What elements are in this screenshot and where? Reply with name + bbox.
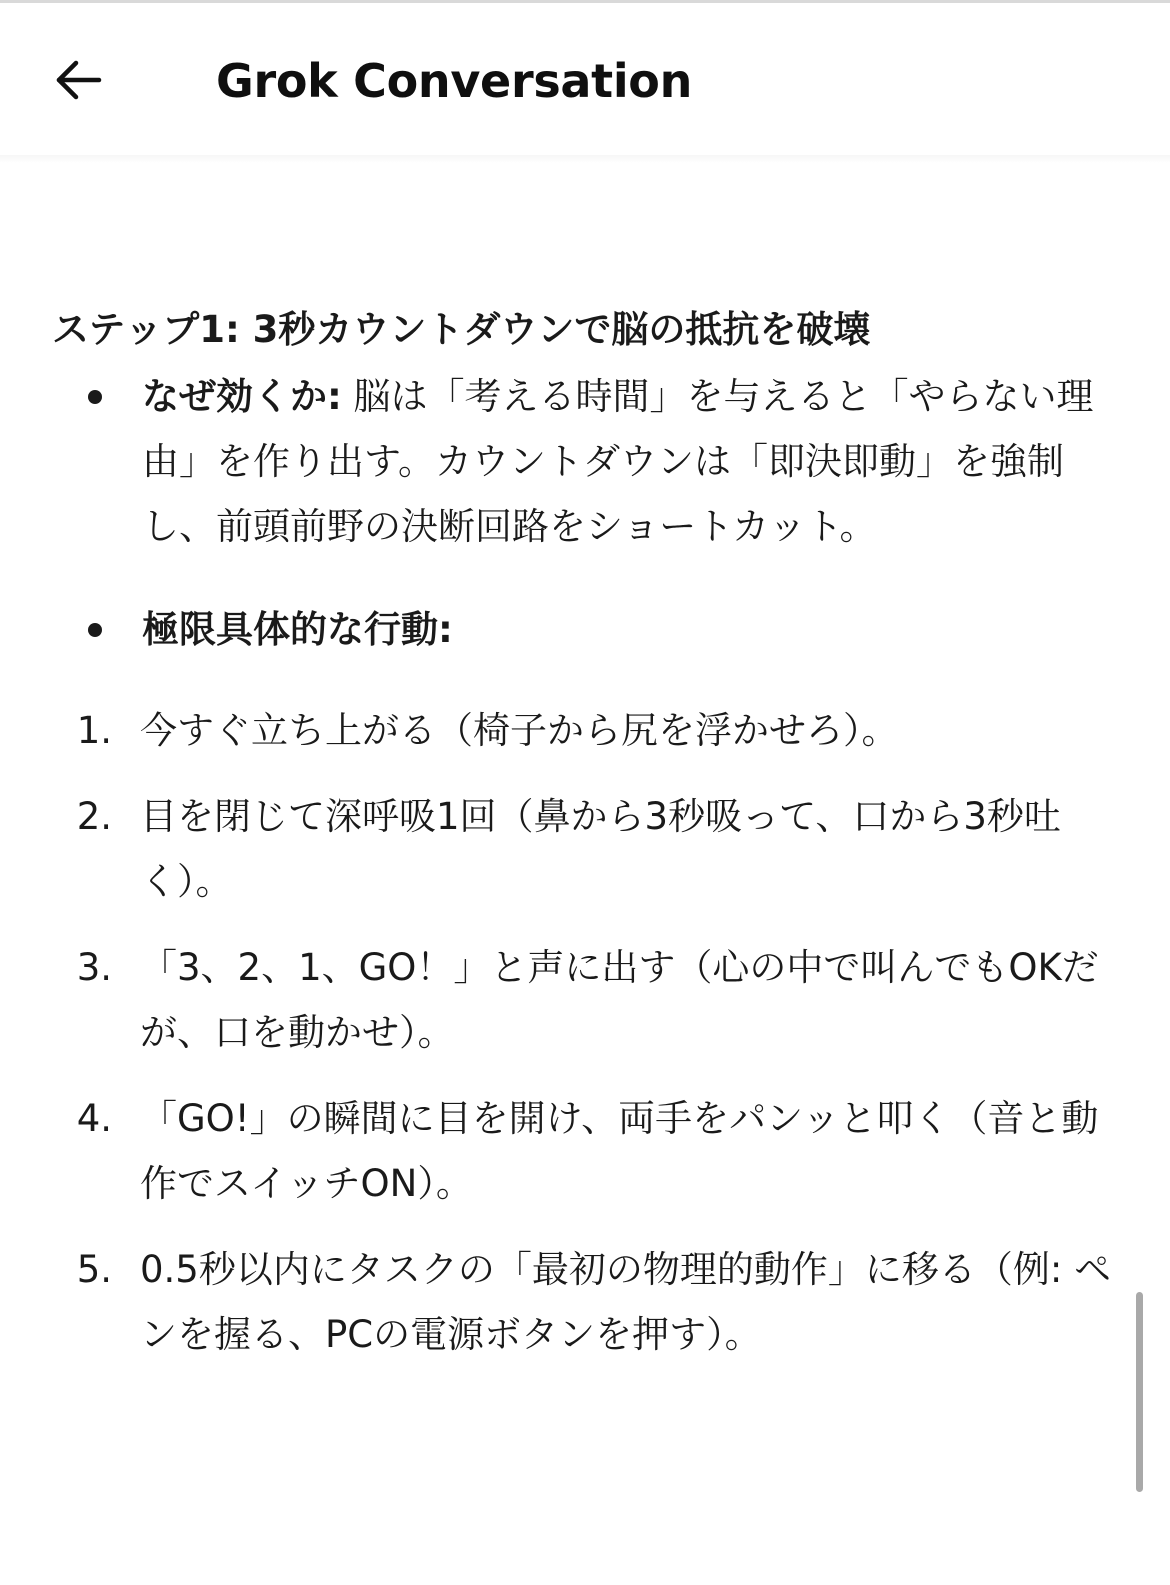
step-number: 4. (76, 1097, 112, 1140)
page-title: Grok Conversation (216, 54, 693, 108)
bullet-text: 脳は「考える時間」を与えると「やらない理由」を作り出す。カウントダウンは「即決即動」を強制し、前頭前野の決断回路をショートカット。 (142, 375, 1094, 548)
list-item (52, 784, 1114, 914)
step-text: 0.5秒以内にタスクの「最初の物理的動作」に移る（例: ペンを握る、PCの電源ボタンを押す）。 (140, 1248, 1112, 1356)
step-number: 3. (76, 946, 112, 989)
scrollbar-thumb[interactable] (1136, 1292, 1143, 1492)
step-text: 「GO!」の瞬間に目を開け、両手をパンッと叩く（音と動作でスイッチON）。 (140, 1097, 1099, 1205)
step-text: 目を閉じて深呼吸1回（鼻から3秒吸って、口から3秒吐く）。 (140, 795, 1061, 903)
bullet-label: なぜ効くか: (142, 375, 342, 418)
list-item (52, 698, 1114, 763)
step-text: 今すぐ立ち上がる（椅子から尻を浮かせろ）。 (140, 709, 899, 752)
step-heading: ステップ1: 3秒カウントダウンで脳の抵抗を破壊 (52, 308, 871, 351)
back-button[interactable] (52, 53, 106, 107)
app-header (0, 3, 1170, 155)
bullet-dot (88, 390, 102, 404)
step-text: 「3、2、1、GO！」と声に出す（心の中で叫んでもOKだが、口を動かせ）。 (140, 946, 1099, 1054)
message-content (52, 302, 1114, 1388)
bullet-list (52, 364, 1114, 662)
list-item (52, 364, 1114, 559)
step-number: 2. (76, 795, 112, 838)
step-number: 5. (76, 1248, 112, 1291)
step-number: 1. (76, 709, 112, 752)
list-item (52, 1237, 1114, 1367)
list-item (52, 1086, 1114, 1216)
list-item (52, 597, 1114, 662)
arrow-left-icon (52, 53, 106, 107)
header-divider (0, 155, 1170, 163)
action-steps-list (52, 698, 1114, 1367)
bullet-label: 極限具体的な行動: (142, 608, 453, 651)
bullet-dot (88, 623, 102, 637)
list-item (52, 935, 1114, 1065)
